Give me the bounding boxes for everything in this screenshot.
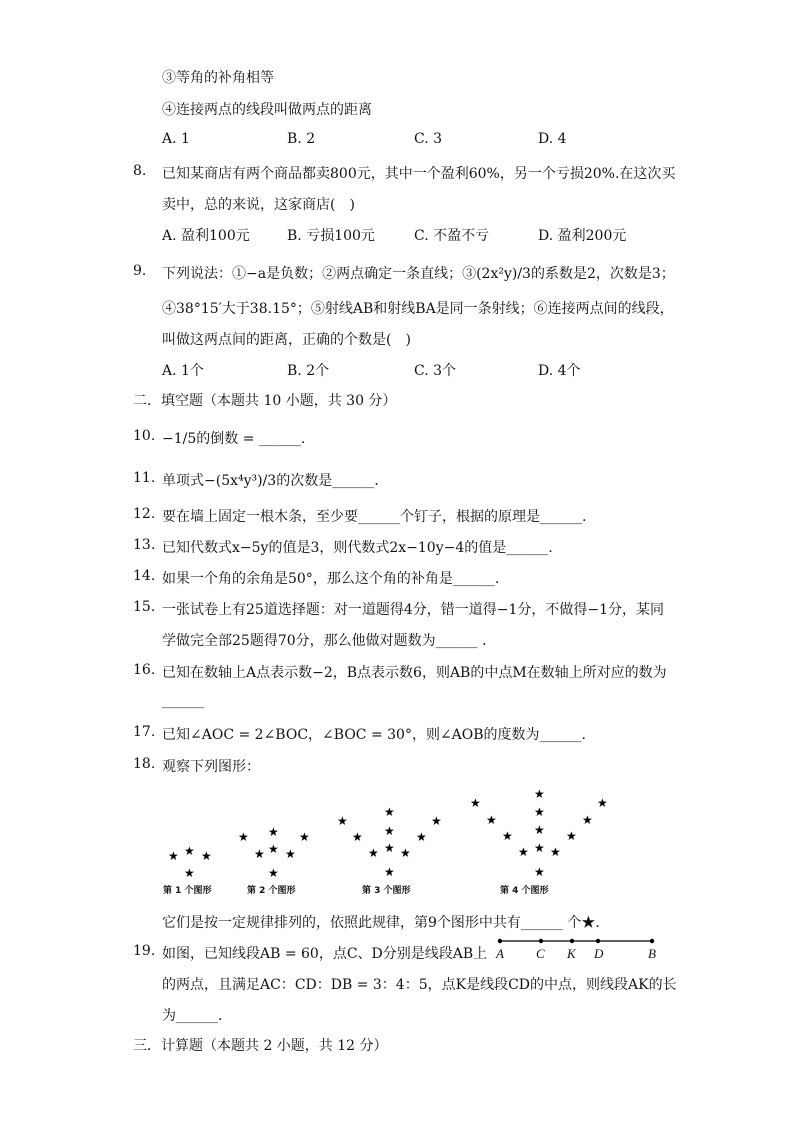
q10-number: 10.	[133, 428, 156, 444]
q19-number: 19.	[133, 943, 156, 959]
star-icon: ★	[285, 847, 296, 861]
q17-number: 17.	[133, 724, 156, 740]
choice-c: C. 3	[414, 131, 443, 147]
q19-line3: 为______.	[162, 1008, 223, 1024]
q12-text: 要在墙上固定一根木条，至少要______个钉子，根据的原理是______.	[162, 509, 587, 525]
star-icon: ★	[268, 825, 279, 839]
q8-choice-d: D. 盈利200元	[538, 228, 627, 244]
q19-line2: 的两点，且满足AC：CD：DB = 3：4：5，点K是线段CD的中点，则线段AK的长	[162, 977, 677, 993]
q10-text: −1/5的倒数 = ______.	[162, 431, 306, 447]
star-icon: ★	[384, 824, 395, 838]
segment-diagram	[490, 932, 670, 968]
section-3-heading: 三．计算题（本题共 2 小题，共 12 分）	[133, 1038, 388, 1054]
q8-choice-a: A. 盈利100元	[162, 228, 250, 244]
star-icon: ★	[238, 830, 249, 844]
q12-number: 12.	[133, 506, 156, 522]
q14-number: 14.	[133, 568, 156, 584]
star-icon: ★	[534, 787, 545, 801]
q18-after-text: 它们是按一定规律排列的，依照此规律，第9个图形中共有______ 个★.	[162, 915, 600, 931]
q19-line1: 如图，已知线段AB = 60，点C、D分别是线段AB上	[162, 946, 488, 962]
star-icon: ★	[566, 829, 577, 843]
star-icon: ★	[268, 842, 279, 856]
q9-choice-c: C. 3个	[414, 363, 457, 379]
q13-text: 已知代数式x−5y的值是3，则代数式2x−10y−4的值是______.	[162, 540, 553, 556]
star-icon: ★	[184, 866, 195, 880]
section-2-heading: 二．填空题（本题共 10 小题，共 30 分）	[133, 393, 397, 409]
point-k	[570, 939, 574, 943]
q9-choice-b: B. 2个	[287, 363, 330, 379]
star-icon: ★	[368, 846, 379, 860]
star-icon: ★	[254, 847, 265, 861]
star-icon: ★	[502, 829, 513, 843]
q9-choice-d: D. 4个	[538, 363, 581, 379]
star-icon: ★	[518, 845, 529, 859]
q14-text: 如果一个角的余角是50°，那么这个角的补角是______.	[162, 571, 500, 587]
figure-3-caption: 第 3 个图形	[362, 886, 411, 896]
q18-number: 18.	[133, 756, 156, 772]
star-icon: ★	[384, 805, 395, 819]
star-icon: ★	[431, 814, 442, 828]
q17-text: 已知∠AOC = 2∠BOC，∠BOC = 30°，则∠AOB的度数为______.	[162, 727, 587, 743]
choice-a: A. 1	[162, 131, 190, 147]
point-c	[539, 939, 543, 943]
star-icon: ★	[268, 866, 279, 880]
star-icon: ★	[299, 830, 310, 844]
q11-text: 单项式−(5x⁴y³)/3的次数是______.	[162, 473, 379, 489]
q13-number: 13.	[133, 537, 156, 553]
q9-line2: ④38°15′大于38.15°；⑤射线AB和射线BA是同一条射线；⑥连接两点间的线段，	[162, 301, 674, 317]
figure-4-caption: 第 4 个图形	[500, 886, 549, 896]
star-icon: ★	[337, 814, 348, 828]
q8-choice-c: C. 不盈不亏	[414, 228, 490, 244]
q16-text-2: ______	[162, 693, 204, 709]
q8-line1: 已知某商店有两个商品都卖800元，其中一个盈利60%，另一个亏损20%.在这次买	[162, 166, 676, 182]
q15-text: 一张试卷上有25道选择题：对一道题得4分，错一道得−1分，不做得−1分，某同	[162, 602, 664, 618]
point-b	[650, 939, 654, 943]
q9-line1: 下列说法：①−a是负数；②两点确定一条直线；③(2x²y)/3的系数是2，次数是3；	[162, 266, 675, 282]
figure-1-caption: 第 1 个图形	[163, 886, 212, 896]
star-icon: ★	[470, 796, 481, 810]
q9-number: 9.	[133, 263, 147, 279]
q15-number: 15.	[133, 599, 156, 615]
q8-line2: 卖中，总的来说，这家商店( )	[162, 197, 355, 213]
star-icon: ★	[534, 841, 545, 855]
point-d	[596, 939, 600, 943]
star-icon: ★	[534, 823, 545, 837]
star-icon: ★	[352, 830, 363, 844]
choice-b: B. 2	[287, 131, 316, 147]
star-icon: ★	[534, 805, 545, 819]
star-icon: ★	[597, 796, 608, 810]
q8-number: 8.	[133, 163, 147, 179]
label-d: D	[594, 946, 604, 961]
star-icon: ★	[486, 813, 497, 827]
star-icon: ★	[534, 865, 545, 879]
q8-choice-b: B. 亏损100元	[287, 228, 375, 244]
q9-choice-a: A. 1个	[162, 363, 204, 379]
q11-number: 11.	[133, 470, 156, 486]
label-a: A	[496, 946, 504, 961]
star-icon: ★	[384, 865, 395, 879]
choice-d: D. 4	[538, 131, 567, 147]
label-b: B	[648, 946, 656, 961]
star-icon: ★	[416, 830, 427, 844]
q16-text: 已知在数轴上A点表示数−2，B点表示数6，则AB的中点M在数轴上所对应的数为	[162, 665, 667, 681]
q16-number: 16.	[133, 662, 156, 678]
label-c: C	[536, 946, 545, 961]
label-k: K	[567, 946, 576, 961]
figure-2-caption: 第 2 个图形	[247, 886, 296, 896]
star-icon: ★	[550, 845, 561, 859]
q18-text: 观察下列图形：	[162, 759, 260, 775]
star-icon: ★	[168, 849, 179, 863]
star-icon: ★	[184, 844, 195, 858]
star-icon: ★	[582, 813, 593, 827]
q15-text-2: 学做完全部25题得70分，那么他做对题数为______ .	[162, 633, 487, 649]
option-4: ④连接两点的线段叫做两点的距离	[162, 102, 372, 118]
option-3: ③等角的补角相等	[162, 70, 274, 86]
star-icon: ★	[384, 841, 395, 855]
point-a	[498, 939, 502, 943]
q9-line3: 叫做这两点间的距离，正确的个数是( )	[162, 332, 411, 348]
star-icon: ★	[400, 846, 411, 860]
star-icon: ★	[201, 849, 212, 863]
